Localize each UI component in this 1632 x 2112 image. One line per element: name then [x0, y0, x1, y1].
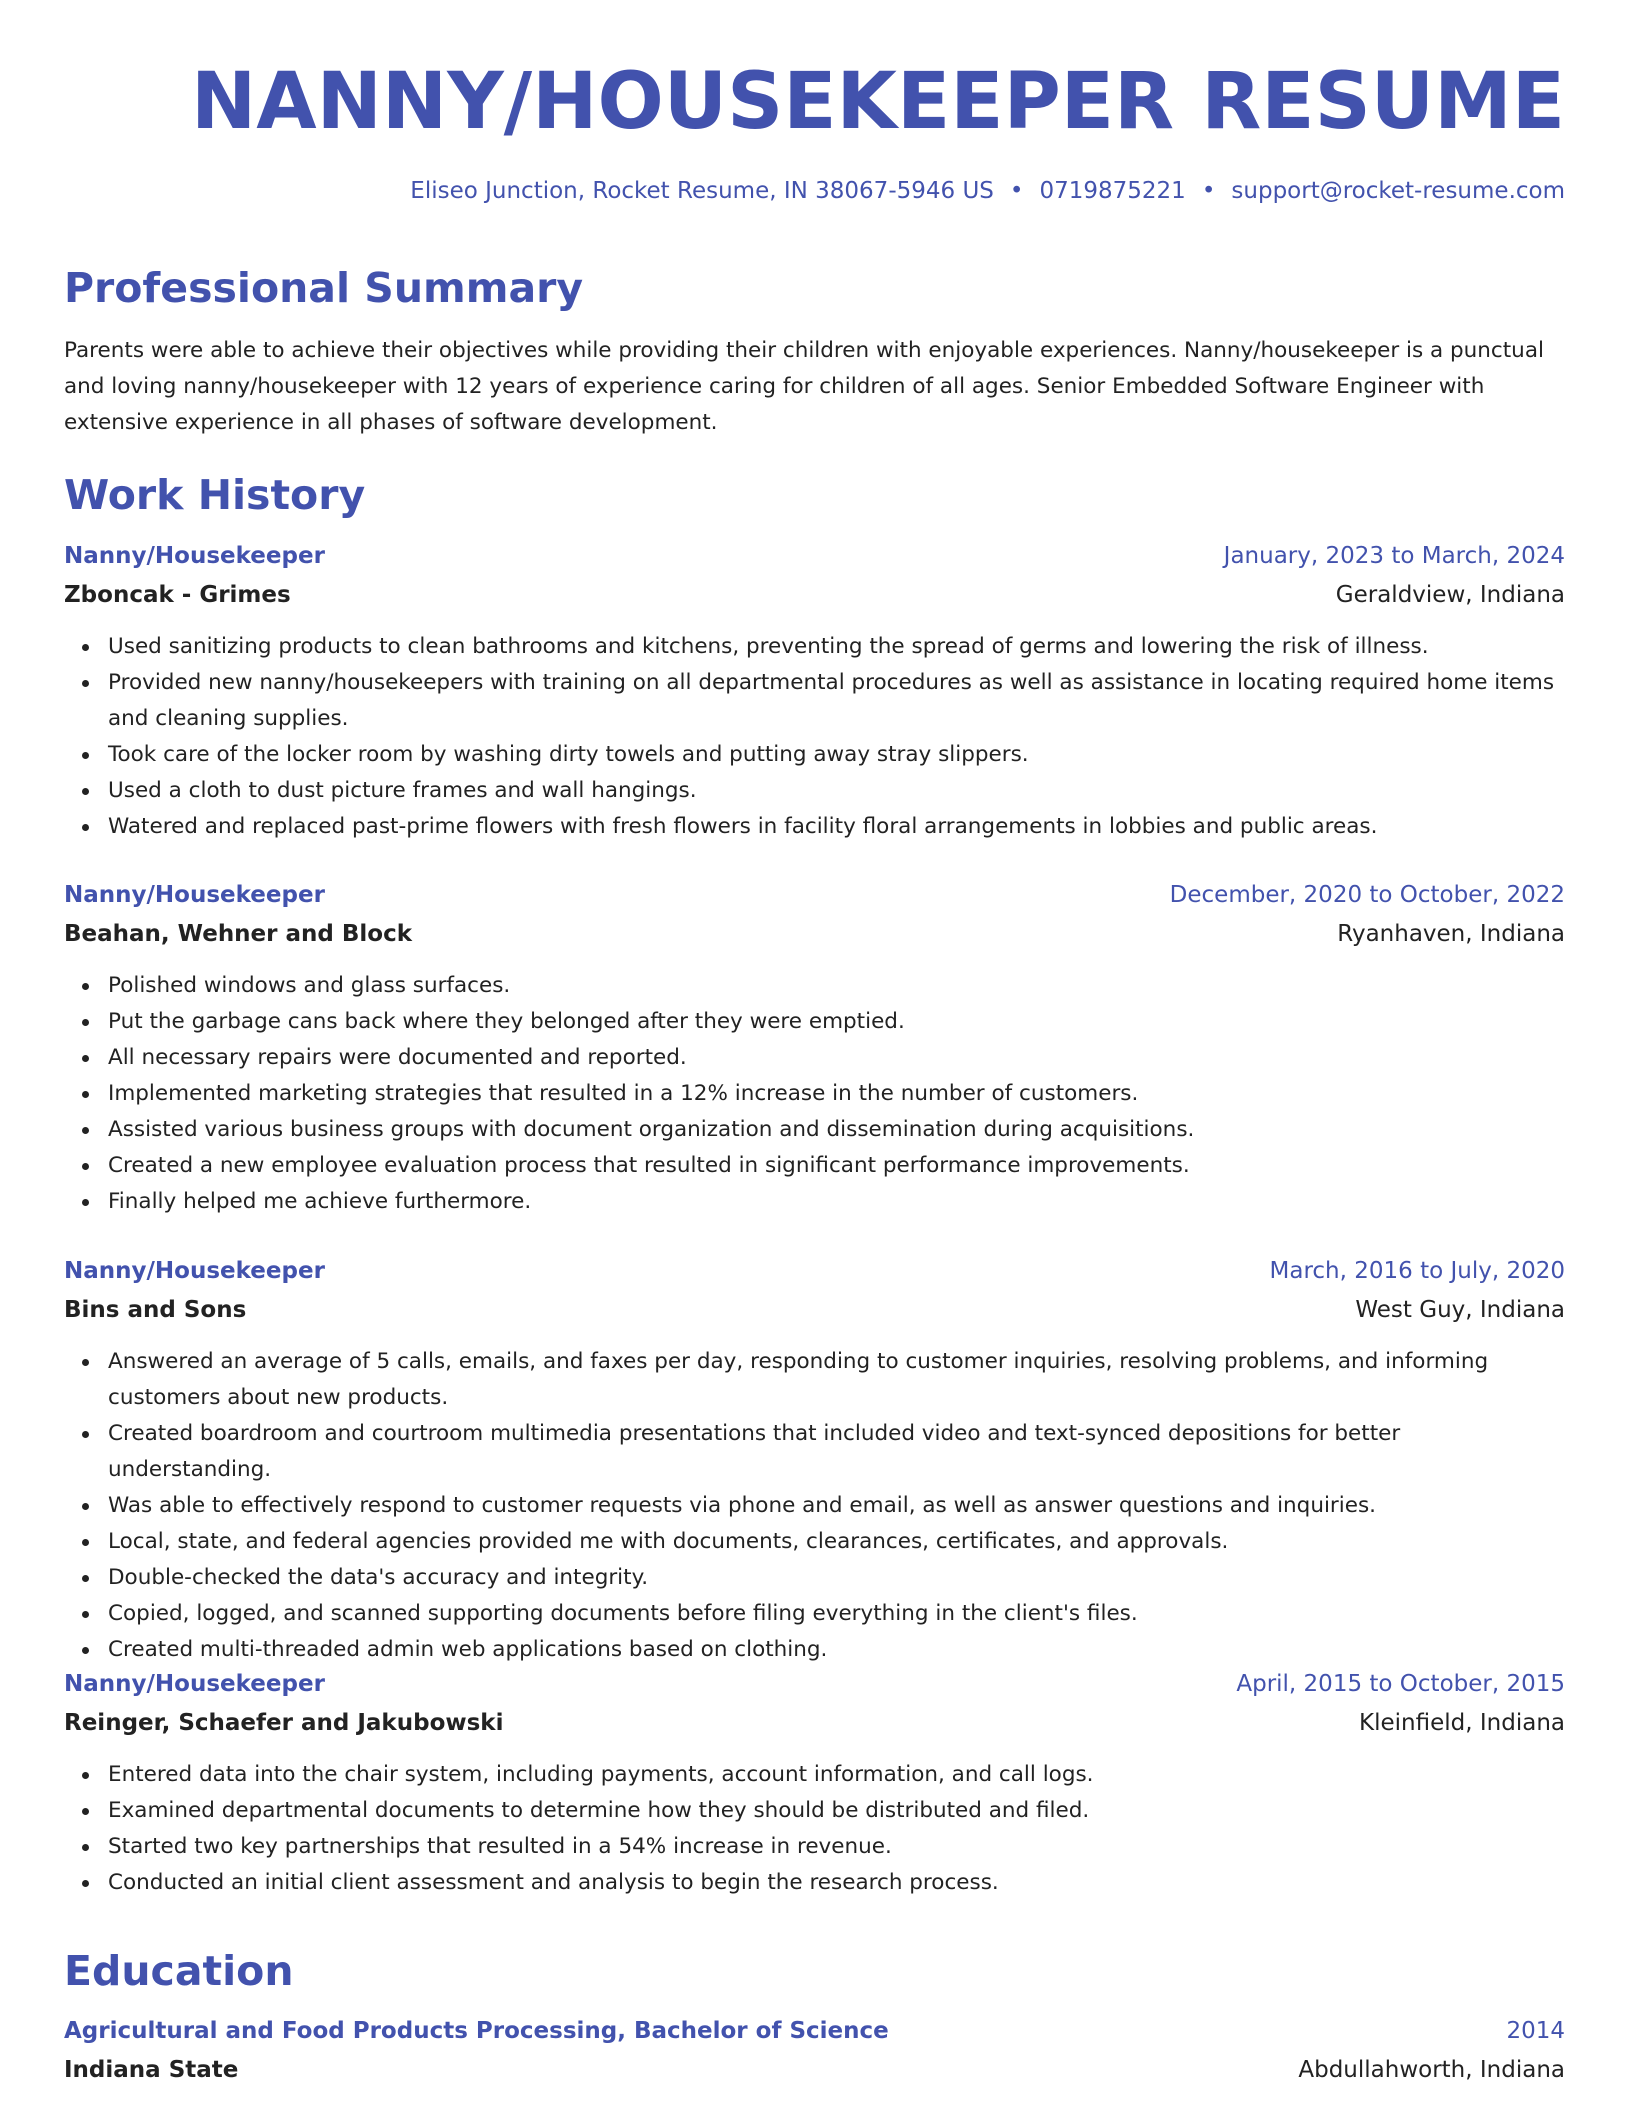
job-dates: December, 2020 to October, 2022 — [1169, 882, 1565, 908]
job-dates: March, 2016 to July, 2020 — [1269, 1258, 1565, 1284]
contact-address: Eliseo Junction, Rocket Resume, IN 38067-5946 US — [410, 178, 994, 204]
job-entry — [64, 537, 1565, 845]
job-location: Ryanhaven, Indiana — [1337, 921, 1565, 947]
contact-phone: 0719875221 — [1039, 178, 1186, 204]
job-title: Nanny/Housekeeper — [64, 882, 325, 908]
job-company: Zboncak - Grimes — [64, 582, 291, 608]
job-dates: January, 2023 to March, 2024 — [1223, 543, 1565, 569]
separator-dot: • — [1201, 178, 1216, 204]
job-dates: April, 2015 to October, 2015 — [1236, 1671, 1565, 1697]
job-title: Nanny/Housekeeper — [64, 1258, 325, 1284]
education-year: 2014 — [1506, 2018, 1565, 2044]
job-bullet: Was able to effectively respond to customer requests via phone and email, as well as answer questions and inquiries. — [108, 1488, 1565, 1524]
job-bullet: Created boardroom and courtroom multimedia presentations that included video and text-synced depositions for better understanding. — [108, 1416, 1565, 1488]
job-bullet: Used sanitizing products to clean bathrooms and kitchens, preventing the spread of germs and lowering the risk of illness. — [108, 629, 1565, 665]
job-bullets — [64, 629, 1565, 845]
job-bullet: Created multi-threaded admin web applications based on clothing. — [108, 1632, 1565, 1668]
job-bullets — [64, 968, 1565, 1220]
job-bullet: Put the garbage cans back where they belonged after they were emptied. — [108, 1004, 1565, 1040]
work-history-heading: Work History — [64, 471, 366, 519]
job-entry — [64, 1252, 1565, 1668]
education-entry — [64, 2012, 1565, 2090]
job-bullet: Created a new employee evaluation process that resulted in significant performance improvements. — [108, 1148, 1565, 1184]
job-bullets — [64, 1344, 1565, 1668]
job-company: Beahan, Wehner and Block — [64, 921, 413, 947]
job-bullet: Used a cloth to dust picture frames and wall hangings. — [108, 773, 1565, 809]
job-bullet: Assisted various business groups with document organization and dissemination during acquisitions. — [108, 1112, 1565, 1148]
contact-line — [64, 178, 1565, 204]
job-location: Kleinfield, Indiana — [1359, 1710, 1565, 1736]
resume-page — [64, 0, 1565, 2083]
job-company: Reinger, Schaefer and Jakubowski — [64, 1710, 504, 1736]
job-bullet: Entered data into the chair system, including payments, account information, and call logs. — [108, 1757, 1565, 1793]
education-heading: Education — [64, 1947, 294, 1995]
job-bullet: Provided new nanny/housekeepers with training on all departmental procedures as well as assistance in locating required home items and cleaning supplies. — [108, 665, 1565, 737]
job-location: Geraldview, Indiana — [1335, 582, 1565, 608]
job-bullet: Watered and replaced past-prime flowers with fresh flowers in facility floral arrangements in lobbies and public areas. — [108, 809, 1565, 845]
job-bullet: Local, state, and federal agencies provided me with documents, clearances, certificates, and approvals. — [108, 1524, 1565, 1560]
job-bullet: Answered an average of 5 calls, emails, and faxes per day, responding to customer inquiries, resolving problems, and informing customers about new products. — [108, 1344, 1565, 1416]
job-bullet: Finally helped me achieve furthermore. — [108, 1184, 1565, 1220]
education-school: Indiana State — [64, 2057, 239, 2083]
job-entry — [64, 1665, 1565, 1901]
job-bullet: Took care of the locker room by washing dirty towels and putting away stray slippers. — [108, 737, 1565, 773]
job-company: Bins and Sons — [64, 1297, 247, 1323]
job-bullet: Started two key partnerships that resulted in a 54% increase in revenue. — [108, 1829, 1565, 1865]
summary-text: Parents were able to achieve their objectives while providing their children with enjoyable experiences. Nanny/housekeeper is a punctual and loving nanny/housekeeper with 12 years of experience caring for children of all ages. Senior Embedded Software Engineer with extensive experience in all phases of software development. — [64, 338, 1544, 435]
job-bullet: Polished windows and glass surfaces. — [108, 968, 1565, 1004]
job-title: Nanny/Housekeeper — [64, 1671, 325, 1697]
education-degree: Agricultural and Food Products Processing, Bachelor of Science — [64, 2018, 889, 2044]
job-bullet: Conducted an initial client assessment and analysis to begin the research process. — [108, 1865, 1565, 1901]
job-title: Nanny/Housekeeper — [64, 543, 325, 569]
job-location: West Guy, Indiana — [1355, 1297, 1565, 1323]
job-entry — [64, 876, 1565, 1220]
job-bullet: Copied, logged, and scanned supporting documents before filing everything in the client's files. — [108, 1596, 1565, 1632]
summary-heading: Professional Summary — [64, 264, 584, 312]
job-bullets — [64, 1757, 1565, 1901]
resume-title: NANNY/HOUSEKEEPER RESUME — [191, 57, 1565, 147]
job-bullet: Examined departmental documents to determine how they should be distributed and filed. — [108, 1793, 1565, 1829]
job-bullet: All necessary repairs were documented and reported. — [108, 1040, 1565, 1076]
contact-email: support@rocket-resume.com — [1231, 178, 1565, 204]
job-bullet: Double-checked the data's accuracy and integrity. — [108, 1560, 1565, 1596]
separator-dot: • — [1009, 178, 1024, 204]
education-location: Abdullahworth, Indiana — [1298, 2057, 1565, 2083]
job-bullet: Implemented marketing strategies that resulted in a 12% increase in the number of customers. — [108, 1076, 1565, 1112]
